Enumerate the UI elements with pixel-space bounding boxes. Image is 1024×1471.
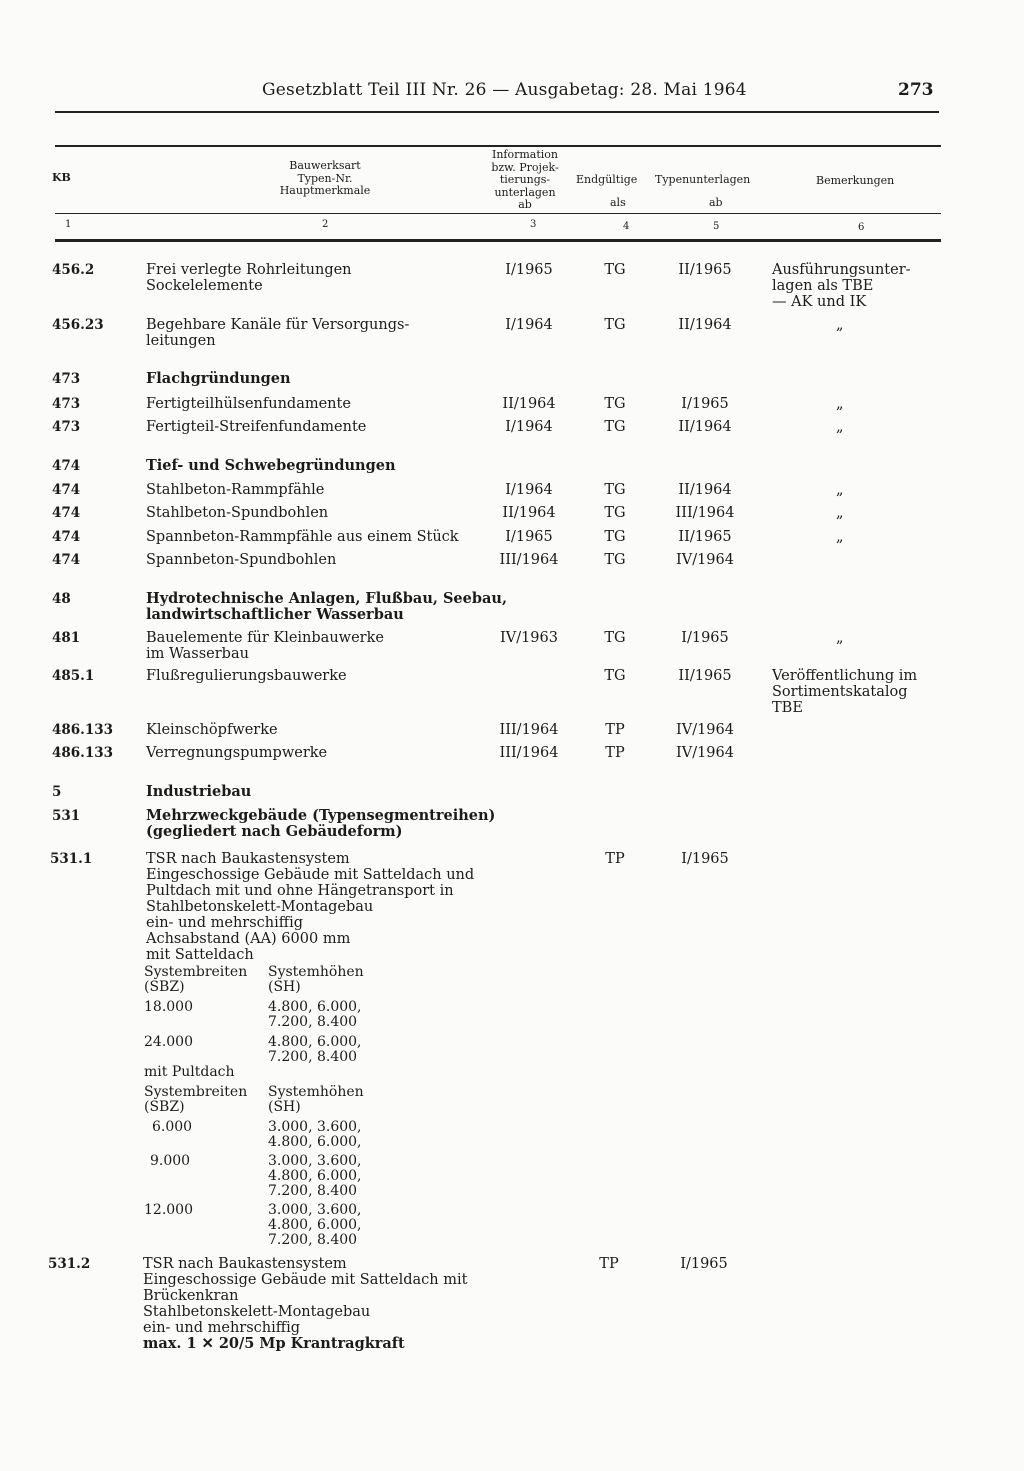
row-description: Frei verlegte Rohrleitungen Sockelelemente (146, 262, 352, 294)
info-date: II/1964 (502, 505, 556, 521)
col-header-ab: ab (709, 196, 723, 209)
row-description: Spannbeton-Rammpfähle aus einem Stück (146, 529, 459, 545)
info-date: I/1965 (505, 529, 553, 545)
sbz-value: 6.000 (152, 1119, 193, 1135)
sh-value: 7.200, 8.400 (268, 1014, 358, 1030)
col-header-bauwerksart: Bauwerksart Typen-Nr. Hauptmerkmale (279, 159, 371, 197)
col-header-als: als (610, 196, 626, 209)
info-date: I/1965 (505, 262, 553, 278)
row-description: Begehbare Kanäle für Versorgungs- leitungen (146, 317, 410, 349)
kb-number: 531.2 (48, 1256, 91, 1272)
sh-value: 7.200, 8.400 (268, 1232, 358, 1248)
document-type: TP (599, 1256, 619, 1272)
kb-number: 474 (52, 552, 81, 568)
document-type: TG (604, 317, 626, 333)
row-description: Flußregulierungsbauwerke (146, 668, 347, 684)
document-date: I/1965 (681, 851, 729, 867)
page-header: Gesetzblatt Teil III Nr. 26 — Ausgabetag: 28. Mai 1964 (262, 80, 747, 100)
sbz-header: Systembreiten (144, 1084, 248, 1100)
document-date: II/1964 (678, 419, 732, 435)
kb-number: 474 (52, 458, 81, 474)
document-type: TG (604, 262, 626, 278)
sh-unit: (SH) (268, 1099, 301, 1115)
sbz-value: 12.000 (144, 1202, 193, 1218)
col-header-bemerkungen: Bemerkungen (816, 174, 895, 187)
row-description: Kleinschöpfwerke (146, 722, 278, 738)
document-date: II/1965 (678, 529, 732, 545)
ditto-mark: „ (836, 482, 844, 498)
pultdach-title: mit Pultdach (144, 1064, 235, 1080)
col-header-typenunterlagen: Typenunterlagen (655, 173, 751, 186)
sh-value: 7.200, 8.400 (268, 1183, 358, 1199)
info-date: IV/1963 (500, 630, 558, 646)
sh-value: 7.200, 8.400 (268, 1049, 358, 1065)
kb-number: 473 (52, 419, 81, 435)
sbz-header: Systembreiten (144, 964, 248, 980)
table-header-bottom-rule (55, 239, 941, 242)
document-date: II/1964 (678, 317, 732, 333)
document-date: IV/1964 (676, 552, 734, 568)
document-date: I/1965 (681, 396, 729, 412)
remarks: Ausführungsunter- lagen als TBE — AK und IK (772, 262, 911, 310)
sh-value: 4.800, 6.000, (268, 1217, 362, 1233)
row-description: Spannbeton-Spundbohlen (146, 552, 337, 568)
row-description: Stahlbeton-Rammpfähle (146, 482, 325, 498)
sbz-value: 24.000 (144, 1034, 193, 1050)
kb-number: 485.1 (52, 668, 95, 684)
ditto-mark: „ (836, 529, 844, 545)
sh-value: 4.800, 6.000, (268, 1134, 362, 1150)
col-header-information: Information bzw. Projek- tierungs- unterlagen ab (491, 148, 559, 211)
sh-value: 4.800, 6.000, (268, 1034, 362, 1050)
sbz-unit: (SBZ) (144, 979, 185, 995)
col-header-kb: KB (52, 171, 71, 184)
kb-number: 474 (52, 482, 81, 498)
col-number-4: 4 (623, 221, 630, 232)
row-description: Verregnungspumpwerke (146, 745, 328, 761)
sh-value: 4.800, 6.000, (268, 999, 362, 1015)
row-description: TSR nach Baukastensystem Eingeschossige Gebäude mit Satteldach mit Brückenkran Stahlbetonskelett-Montagebau ein- und mehrschiffig max. 1 ✕ 20/5 Mp Krantragkraft (143, 1256, 468, 1352)
sbz-unit: (SBZ) (144, 1099, 185, 1115)
row-description: Fertigteil-Streifenfundamente (146, 419, 367, 435)
kb-number: 486.133 (52, 722, 114, 738)
ditto-mark: „ (836, 396, 844, 412)
col-header-endgueltige: Endgültige (576, 173, 638, 186)
sh-value: 4.800, 6.000, (268, 1168, 362, 1184)
kb-number: 531 (52, 808, 81, 824)
info-date: III/1964 (499, 552, 559, 568)
sbz-value: 18.000 (144, 999, 193, 1015)
document-type: TG (604, 396, 626, 412)
kb-number: 474 (52, 505, 81, 521)
info-date: I/1964 (505, 419, 553, 435)
document-date: II/1965 (678, 668, 732, 684)
sh-value: 3.000, 3.600, (268, 1119, 362, 1135)
document-date: III/1964 (675, 505, 735, 521)
kb-number: 456.23 (52, 317, 104, 333)
document-type: TG (604, 419, 626, 435)
section-heading: Mehrzweckgebäude (Typensegmentreihen) (gegliedert nach Gebäudeform) (146, 807, 496, 840)
row-description: TSR nach Baukastensystem Eingeschossige Gebäude mit Satteldach und Pultdach mit und ohne Hängetransport in Stahlbetonskelett-Montagebau ein- und mehrschiffig Achsabstand (AA) 6000 mm mit Satteldach (146, 851, 475, 963)
document-date: II/1965 (678, 262, 732, 278)
sh-header: Systemhöhen (268, 964, 364, 980)
ditto-mark: „ (836, 630, 844, 646)
ditto-mark: „ (836, 505, 844, 521)
sh-value: 3.000, 3.600, (268, 1202, 362, 1218)
row-description: Bauelemente für Kleinbauwerke im Wasserbau (146, 630, 384, 662)
section-heading: Hydrotechnische Anlagen, Flußbau, Seebau, landwirtschaftlicher Wasserbau (146, 590, 508, 623)
kb-number: 531.1 (50, 851, 93, 867)
col-number-5: 5 (713, 221, 720, 232)
row-description: Fertigteilhülsenfundamente (146, 396, 351, 412)
section-heading: Tief- und Schwebegründungen (146, 457, 396, 474)
document-type: TG (604, 529, 626, 545)
sh-header: Systemhöhen (268, 1084, 364, 1100)
sh-unit: (SH) (268, 979, 301, 995)
kb-number: 474 (52, 529, 81, 545)
column-number-rule (55, 213, 941, 214)
info-date: I/1964 (505, 482, 553, 498)
document-type: TP (605, 745, 625, 761)
document-date: IV/1964 (676, 745, 734, 761)
row-description: Stahlbeton-Spundbohlen (146, 505, 329, 521)
header-rule (55, 111, 939, 113)
kb-number: 473 (52, 396, 81, 412)
document-type: TG (604, 482, 626, 498)
col-number-1: 1 (65, 219, 72, 230)
kb-number: 48 (52, 591, 71, 607)
document-type: TG (604, 668, 626, 684)
info-date: I/1964 (505, 317, 553, 333)
kb-number: 486.133 (52, 745, 114, 761)
ditto-mark: „ (836, 419, 844, 435)
document-type: TG (604, 552, 626, 568)
col-number-2: 2 (322, 219, 329, 230)
info-date: III/1964 (499, 745, 559, 761)
document-date: I/1965 (681, 630, 729, 646)
kb-number: 473 (52, 371, 81, 387)
sbz-value: 9.000 (150, 1153, 191, 1169)
page-number: 273 (898, 80, 934, 100)
document-date: II/1964 (678, 482, 732, 498)
document-type: TP (605, 722, 625, 738)
document-date: IV/1964 (676, 722, 734, 738)
document-type: TG (604, 505, 626, 521)
kb-number: 456.2 (52, 262, 95, 278)
kb-number: 5 (52, 784, 62, 800)
ditto-mark: „ (836, 317, 844, 333)
table-top-rule (55, 145, 941, 147)
section-heading: Industriebau (146, 783, 252, 800)
info-date: II/1964 (502, 396, 556, 412)
pultdach-table (144, 1065, 404, 1255)
info-date: III/1964 (499, 722, 559, 738)
col-number-6: 6 (858, 222, 865, 233)
sh-value: 3.000, 3.600, (268, 1153, 362, 1169)
col-number-3: 3 (530, 219, 537, 230)
document-type: TG (604, 630, 626, 646)
document-date: I/1965 (680, 1256, 728, 1272)
kb-number: 481 (52, 630, 81, 646)
document-type: TP (605, 851, 625, 867)
section-heading: Flachgründungen (146, 370, 291, 387)
remarks: Veröffentlichung im Sortimentskatalog TBE (772, 668, 918, 716)
